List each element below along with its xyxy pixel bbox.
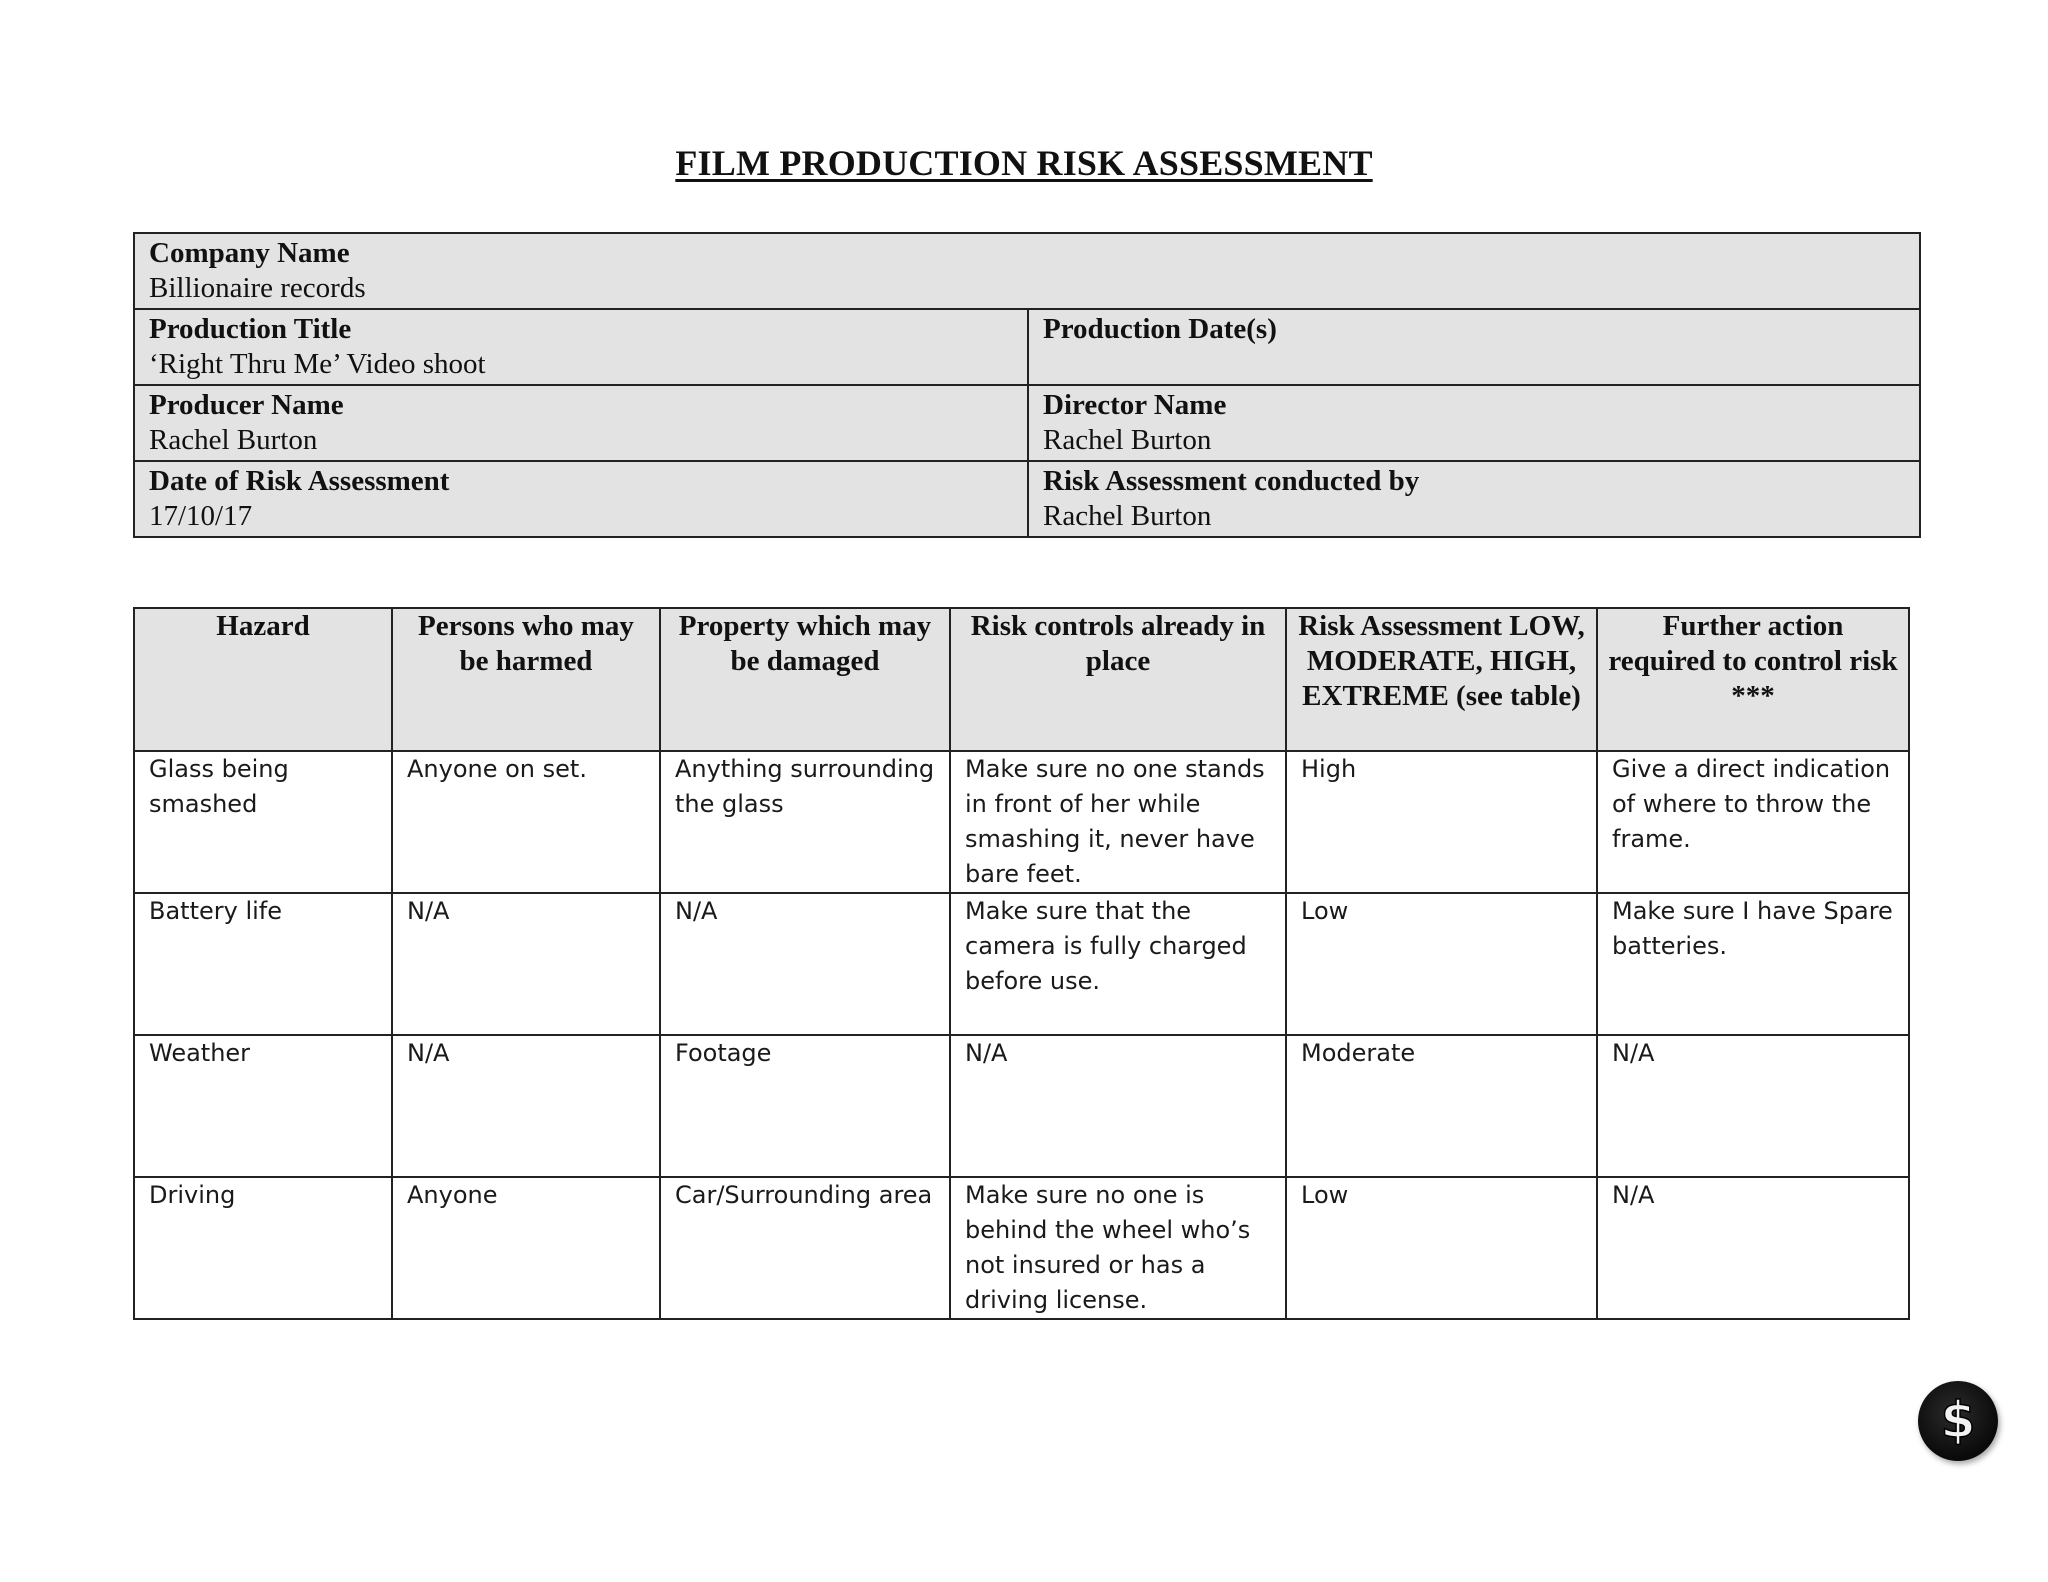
- cell-risk-level: Moderate: [1286, 1035, 1597, 1177]
- assessment-date-cell: [134, 461, 1028, 537]
- cell-risk-controls: N/A: [950, 1035, 1286, 1177]
- page-title: FILM PRODUCTION RISK ASSESSMENT: [675, 143, 1373, 183]
- info-row-assessment: [134, 461, 1920, 537]
- cell-risk-controls: Make sure no one stands in front of her while smashing it, never have bare feet.: [950, 751, 1286, 893]
- cell-property-damaged: N/A: [660, 893, 950, 1035]
- header-risk-controls: Risk controls already in place: [950, 608, 1286, 751]
- cell-property-damaged: Car/Surrounding area: [660, 1177, 950, 1319]
- table-row: [134, 1177, 1909, 1319]
- table-row: [134, 893, 1909, 1035]
- production-title-label: Production Title: [149, 313, 352, 345]
- cell-persons-harmed: Anyone: [392, 1177, 660, 1319]
- conducted-by-cell: [1028, 461, 1920, 537]
- cell-further-action: N/A: [1597, 1177, 1909, 1319]
- dollar-logo-graphic: [1918, 1381, 1998, 1461]
- company-name-value: Billionaire records: [149, 272, 366, 304]
- dollar-glyph: $: [1940, 1391, 1976, 1449]
- director-name-cell: [1028, 385, 1920, 461]
- header-risk-level: Risk Assessment LOW, MODERATE, HIGH, EXTREME (see table): [1286, 608, 1597, 751]
- cell-risk-level: High: [1286, 751, 1597, 893]
- header-hazard: Hazard: [134, 608, 392, 751]
- company-name-label: Company Name: [149, 237, 350, 269]
- production-info-table: [133, 232, 1921, 538]
- cell-hazard: Glass being smashed: [134, 751, 392, 893]
- cell-persons-harmed: Anyone on set.: [392, 751, 660, 893]
- info-row-company: [134, 233, 1920, 309]
- director-name-label: Director Name: [1043, 389, 1227, 421]
- info-row-production: [134, 309, 1920, 385]
- conducted-by-value: Rachel Burton: [1043, 500, 1212, 532]
- info-row-people: [134, 385, 1920, 461]
- director-name-value: Rachel Burton: [1043, 424, 1212, 456]
- cell-risk-controls: Make sure no one is behind the wheel who’s not insured or has a driving license.: [950, 1177, 1286, 1319]
- cell-risk-controls: Make sure that the camera is fully charged before use.: [950, 893, 1286, 1035]
- cell-persons-harmed: N/A: [392, 893, 660, 1035]
- table-row: [134, 1035, 1909, 1177]
- cell-property-damaged: Footage: [660, 1035, 950, 1177]
- cell-persons-harmed: N/A: [392, 1035, 660, 1177]
- header-persons-harmed: Persons who may be harmed: [392, 608, 660, 751]
- cell-risk-level: Low: [1286, 893, 1597, 1035]
- cell-further-action: Make sure I have Spare batteries.: [1597, 893, 1909, 1035]
- producer-name-cell: [134, 385, 1028, 461]
- header-further-action: Further action required to control risk ***: [1597, 608, 1909, 751]
- table-header-row: [134, 608, 1909, 751]
- cell-hazard: Battery life: [134, 893, 392, 1035]
- producer-name-value: Rachel Burton: [149, 424, 318, 456]
- table-row: [134, 751, 1909, 893]
- production-dates-cell: [1028, 309, 1920, 385]
- production-dates-label: Production Date(s): [1043, 313, 1277, 345]
- assessment-date-value: 17/10/17: [149, 500, 253, 532]
- company-name-cell: [134, 233, 1920, 309]
- assessment-date-label: Date of Risk Assessment: [149, 465, 450, 497]
- risk-assessment-table: [133, 607, 1910, 1320]
- producer-name-label: Producer Name: [149, 389, 344, 421]
- cell-hazard: Weather: [134, 1035, 392, 1177]
- cell-further-action: N/A: [1597, 1035, 1909, 1177]
- cell-risk-level: Low: [1286, 1177, 1597, 1319]
- conducted-by-label: Risk Assessment conducted by: [1043, 465, 1420, 497]
- cell-property-damaged: Anything surrounding the glass: [660, 751, 950, 893]
- header-property-damaged: Property which may be damaged: [660, 608, 950, 751]
- dollar-sign-icon: [1918, 1381, 1998, 1461]
- production-title-cell: [134, 309, 1028, 385]
- cell-hazard: Driving: [134, 1177, 392, 1319]
- production-title-value: ‘Right Thru Me’ Video shoot: [149, 348, 486, 380]
- cell-further-action: Give a direct indication of where to throw the frame.: [1597, 751, 1909, 893]
